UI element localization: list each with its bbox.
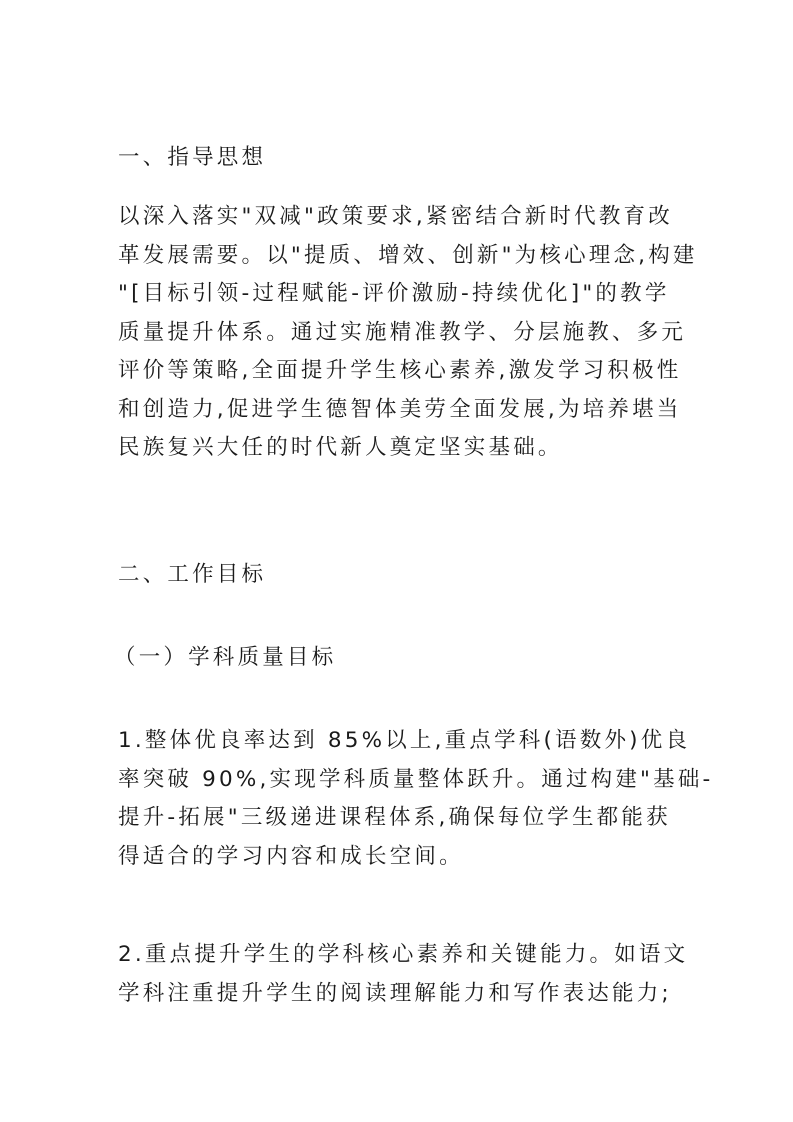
paragraph-guiding-ideology	[118, 198, 698, 468]
paragraph-line: 革发展需要。以"提质、增效、创新"为核心理念,构建	[118, 242, 698, 268]
paragraph-line: 以深入落实"双减"政策要求,紧密结合新时代教育改	[118, 204, 673, 229]
paragraph-line: "[目标引领-过程赋能-评价激励-持续优化]"的教学	[118, 281, 670, 306]
subsection-heading-subject-quality-goals	[114, 639, 674, 678]
paragraph-line: 和创造力,促进学生德智体美劳全面发展,为培养堪当	[118, 396, 682, 422]
paragraph-line: 提升-拓展"三级递进课程体系,确保每位学生都能获	[118, 805, 671, 830]
paragraph-line: 学科注重提升学生的阅读理解能力和写作表达能力;	[118, 980, 672, 1006]
goal-item-2	[118, 936, 689, 1013]
paragraph-line: 2.重点提升学生的学科核心素养和关键能力。如语文	[118, 942, 689, 967]
paragraph-line: 民族复兴大任的时代新人奠定坚实基础。	[118, 435, 563, 460]
heading-text: （一）学科质量目标	[114, 645, 337, 670]
paragraph-line: 评价等策略,全面提升学生核心素养,激发学习积极性	[118, 358, 682, 383]
goal-item-1	[118, 722, 714, 876]
section-heading-guiding-ideology	[118, 139, 678, 178]
paragraph-line: 率突破 90%,实现学科质量整体跃升。通过构建"基础-	[118, 766, 714, 792]
paragraph-line: 1.整体优良率达到 85%以上,重点学科(语数外)优良	[118, 728, 691, 753]
heading-text: 二、工作目标	[118, 562, 267, 587]
paragraph-line: 质量提升体系。通过实施精准教学、分层施教、多元	[118, 319, 687, 345]
paragraph-line: 得适合的学习内容和成长空间。	[118, 843, 464, 869]
section-heading-work-goals	[118, 556, 678, 595]
heading-text: 一、指导思想	[118, 145, 267, 170]
